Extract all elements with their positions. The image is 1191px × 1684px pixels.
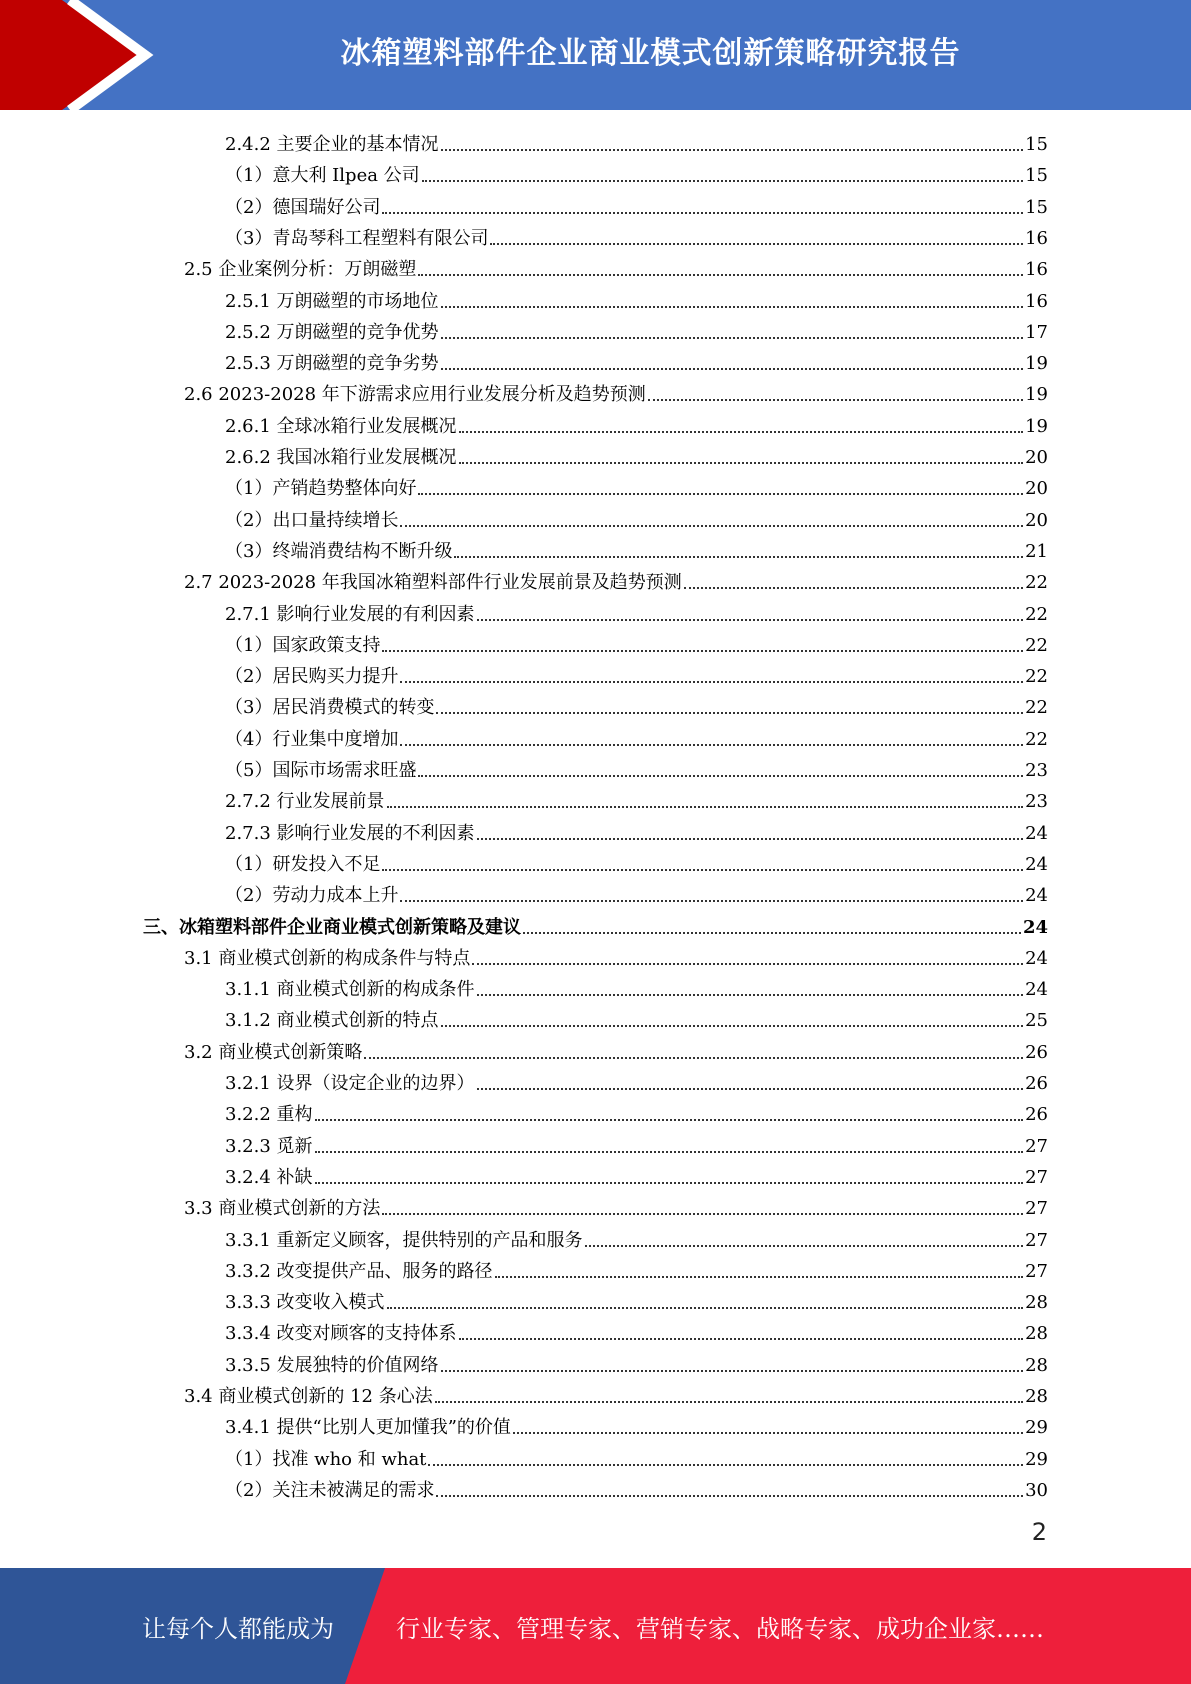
- footer-slogan-left: 让每个人都能成为: [142, 1614, 334, 1643]
- toc-leader-dots: [441, 337, 1024, 339]
- toc-entry-label: （1）找准 who 和 what: [225, 1448, 427, 1470]
- toc-entry-label: 3.1.1 商业模式创新的构成条件: [225, 979, 475, 1001]
- toc-leader-dots: [459, 1338, 1024, 1340]
- toc-entry-label: （2）居民购买力提升: [225, 666, 399, 688]
- toc-entry-page: 26: [1025, 1073, 1048, 1094]
- toc-leader-dots: [387, 806, 1024, 808]
- toc-entry-page: 23: [1025, 791, 1048, 813]
- toc-entry-label: （1）国家政策支持: [225, 634, 381, 656]
- toc-entry-label: 3.3.3 改变收入模式: [225, 1292, 385, 1314]
- toc-entry[interactable]: [225, 220, 1048, 250]
- toc-entry-label: 3.2.1 设界（设定企业的边界）: [225, 1073, 475, 1094]
- toc-entry-page: 24: [1025, 885, 1048, 907]
- page-header: [0, 0, 1191, 110]
- toc-entry-page: 24: [1022, 916, 1048, 938]
- toc-entry[interactable]: [225, 1159, 1048, 1189]
- toc-entry-page: 19: [1025, 384, 1048, 406]
- document-title: 冰箱塑料部件企业商业模式创新策略研究报告: [340, 36, 961, 71]
- toc-leader-dots: [490, 243, 1023, 245]
- toc-entry-page: 20: [1025, 447, 1048, 468]
- toc-entry[interactable]: [225, 627, 1048, 657]
- toc-entry-label: （2）出口量持续增长: [225, 509, 399, 531]
- toc-leader-dots: [382, 650, 1023, 652]
- toc-entry[interactable]: [225, 971, 1048, 1001]
- toc-entry-page: 28: [1025, 1292, 1048, 1314]
- toc-entry-page: 21: [1025, 540, 1048, 562]
- toc-entry-label: （2）劳动力成本上升: [225, 885, 399, 907]
- toc-entry-label: （1）意大利 Ilpea 公司: [225, 165, 420, 187]
- toc-entry-page: 20: [1025, 478, 1048, 500]
- toc-entry-label: 3.2 商业模式创新策略: [184, 1041, 363, 1063]
- toc-entry-label: （2）关注未被满足的需求: [225, 1479, 435, 1501]
- toc-leader-dots: [418, 775, 1023, 777]
- toc-entry-page: 22: [1025, 728, 1048, 750]
- header-arrow-decoration: [0, 0, 160, 110]
- toc-entry-page: 29: [1025, 1417, 1048, 1439]
- toc-entry[interactable]: [225, 1315, 1048, 1345]
- toc-entry-label: 3.3.5 发展独特的价值网络: [225, 1354, 439, 1376]
- toc-entry-page: 25: [1025, 1010, 1048, 1032]
- toc-entry[interactable]: [225, 1065, 1048, 1095]
- toc-entry-label: 2.7.2 行业发展前景: [225, 791, 385, 813]
- toc-leader-dots: [422, 180, 1023, 182]
- footer-slogan-right: 行业专家、管理专家、营销专家、战略专家、成功企业家……: [396, 1614, 1044, 1643]
- toc-leader-dots: [400, 900, 1023, 902]
- toc-entry-label: 三、冰箱塑料部件企业商业模式创新策略及建议: [143, 916, 521, 938]
- toc-entry-label: 3.1.2 商业模式创新的特点: [225, 1010, 439, 1032]
- toc-entry-page: 27: [1025, 1260, 1048, 1282]
- toc-entry-page: 24: [1025, 947, 1048, 969]
- toc-entry-label: 2.5 企业案例分析：万朗磁塑: [184, 259, 417, 281]
- toc-entry-page: 27: [1025, 1166, 1048, 1188]
- toc-entry-label: 3.3.2 改变提供产品、服务的路径: [225, 1260, 493, 1282]
- toc-entry[interactable]: [225, 189, 1048, 219]
- toc-leader-dots: [459, 431, 1024, 433]
- toc-entry-label: 2.6 2023-2028 年下游需求应用行业发展分析及趋势预测: [184, 384, 646, 406]
- toc-entry-page: 30: [1025, 1479, 1048, 1501]
- toc-leader-dots: [441, 1025, 1024, 1027]
- toc-entry-label: 2.7.3 影响行业发展的不利因素: [225, 822, 475, 844]
- toc-entry[interactable]: [225, 1284, 1048, 1314]
- toc-leader-dots: [472, 963, 1023, 965]
- toc-leader-dots: [436, 1495, 1023, 1497]
- toc-entry[interactable]: [225, 439, 1048, 469]
- toc-entry-page: 16: [1025, 290, 1048, 312]
- toc-entry[interactable]: [225, 1002, 1048, 1032]
- toc-entry[interactable]: [225, 157, 1048, 187]
- toc-entry-label: 3.1 商业模式创新的构成条件与特点: [184, 947, 471, 969]
- toc-entry-label: 3.2.2 重构: [225, 1104, 313, 1126]
- toc-entry[interactable]: [225, 1253, 1048, 1283]
- toc-leader-dots: [585, 1245, 1024, 1247]
- toc-leader-dots: [495, 1276, 1024, 1278]
- toc-entry-label: （2）德国瑞好公司: [225, 196, 381, 218]
- toc-entry[interactable]: [225, 721, 1048, 751]
- toc-leader-dots: [418, 274, 1023, 276]
- toc-entry[interactable]: [225, 502, 1048, 532]
- toc-entry[interactable]: [225, 126, 1048, 156]
- toc-entry-label: 3.3.1 重新定义顾客，提供特别的产品和服务: [225, 1229, 583, 1251]
- toc-entry-label: 2.4.2 主要企业的基本情况: [225, 134, 439, 155]
- toc-entry-label: 2.5.3 万朗磁塑的竞争劣势: [225, 353, 439, 375]
- toc-entry-page: 16: [1025, 259, 1048, 281]
- toc-leader-dots: [315, 1119, 1024, 1121]
- toc-entry[interactable]: [225, 846, 1048, 876]
- toc-entry-label: 2.5.2 万朗磁塑的竞争优势: [225, 321, 439, 343]
- toc-entry[interactable]: [184, 1034, 1048, 1064]
- toc-entry[interactable]: [225, 783, 1048, 813]
- toc-entry-label: 3.4 商业模式创新的 12 条心法: [184, 1386, 433, 1407]
- toc-leader-dots: [441, 149, 1024, 151]
- toc-entry-label: （4）行业集中度增加: [225, 728, 399, 750]
- toc-leader-dots: [477, 838, 1024, 840]
- toc-leader-dots: [477, 1088, 1024, 1090]
- toc-leader-dots: [315, 1151, 1024, 1153]
- toc-entry-page: 22: [1025, 666, 1048, 688]
- toc-leader-dots: [523, 932, 1021, 934]
- toc-leader-dots: [435, 1401, 1023, 1403]
- toc-entry-page: 22: [1025, 603, 1048, 625]
- toc-entry-page: 22: [1025, 634, 1048, 656]
- toc-entry-label: （5）国际市场需求旺盛: [225, 760, 417, 781]
- toc-leader-dots: [459, 462, 1024, 464]
- toc-entry[interactable]: [225, 283, 1048, 313]
- toc-entry[interactable]: [225, 658, 1048, 688]
- toc-entry-label: 3.2.3 觅新: [225, 1135, 313, 1157]
- toc-entry-page: 27: [1025, 1198, 1048, 1220]
- toc-entry-page: 24: [1025, 853, 1048, 875]
- toc-leader-dots: [513, 1432, 1023, 1434]
- toc-entry[interactable]: [225, 345, 1048, 375]
- toc-leader-dots: [477, 619, 1024, 621]
- toc-entry-page: 24: [1025, 979, 1048, 1001]
- toc-entry-label: （3）居民消费模式的转变: [225, 697, 435, 719]
- toc-entry[interactable]: [143, 909, 1048, 939]
- toc-entry-page: 26: [1025, 1041, 1048, 1063]
- toc-entry-page: 28: [1025, 1354, 1048, 1376]
- toc-leader-dots: [441, 306, 1024, 308]
- toc-entry-page: 16: [1025, 227, 1048, 249]
- toc-entry[interactable]: [184, 1378, 1048, 1408]
- toc-leader-dots: [441, 368, 1024, 370]
- toc-entry[interactable]: [225, 1128, 1048, 1158]
- toc-entry-page: 20: [1025, 509, 1048, 531]
- toc-entry-page: 28: [1025, 1323, 1048, 1345]
- toc-entry[interactable]: [225, 1222, 1048, 1252]
- toc-entry-label: 2.7.1 影响行业发展的有利因素: [225, 603, 475, 625]
- toc-leader-dots: [454, 556, 1023, 558]
- toc-leader-dots: [684, 587, 1023, 589]
- toc-leader-dots: [648, 399, 1023, 401]
- toc-leader-dots: [436, 712, 1023, 714]
- page-number: 2: [1031, 1518, 1047, 1546]
- toc-entry[interactable]: [225, 752, 1048, 782]
- toc-entry-label: 2.6.2 我国冰箱行业发展概况: [225, 447, 457, 468]
- toc-entry-page: 29: [1025, 1448, 1048, 1470]
- toc-entry[interactable]: [225, 1472, 1048, 1502]
- toc-entry-page: 15: [1025, 196, 1048, 218]
- toc-entry[interactable]: [225, 314, 1048, 344]
- toc-entry[interactable]: [225, 408, 1048, 438]
- toc-entry[interactable]: [225, 1096, 1048, 1126]
- toc-entry-page: 22: [1025, 572, 1048, 594]
- toc-entry-page: 27: [1025, 1229, 1048, 1251]
- toc-entry[interactable]: [225, 1347, 1048, 1377]
- toc-leader-dots: [428, 1464, 1023, 1466]
- toc-entry-page: 23: [1025, 760, 1048, 781]
- toc-entry[interactable]: [225, 689, 1048, 719]
- toc-leader-dots: [387, 1307, 1024, 1309]
- toc-entry-label: （1）产销趋势整体向好: [225, 478, 417, 500]
- toc-entry-page: 19: [1025, 415, 1048, 437]
- toc-leader-dots: [382, 1213, 1023, 1215]
- toc-entry[interactable]: [225, 1441, 1048, 1471]
- toc-entry-page: 15: [1025, 134, 1048, 155]
- toc-leader-dots: [382, 212, 1023, 214]
- toc-entry[interactable]: [225, 533, 1048, 563]
- toc-entry[interactable]: [184, 940, 1048, 970]
- toc-entry[interactable]: [225, 1409, 1048, 1439]
- toc-leader-dots: [364, 1057, 1023, 1059]
- toc-entry-label: 3.3.4 改变对顾客的支持体系: [225, 1323, 457, 1345]
- toc-entry[interactable]: [184, 564, 1048, 594]
- toc-leader-dots: [400, 744, 1023, 746]
- toc-entry-page: 27: [1025, 1135, 1048, 1157]
- toc-entry-label: （1）研发投入不足: [225, 853, 381, 875]
- toc-entry[interactable]: [184, 251, 1048, 281]
- toc-leader-dots: [382, 869, 1023, 871]
- toc-entry-page: 26: [1025, 1104, 1048, 1126]
- toc-entry-page: 19: [1025, 353, 1048, 375]
- toc-entry[interactable]: [225, 596, 1048, 626]
- toc-entry-label: 2.5.1 万朗磁塑的市场地位: [225, 290, 439, 312]
- toc-leader-dots: [418, 493, 1023, 495]
- toc-entry-label: 3.3 商业模式创新的方法: [184, 1198, 381, 1220]
- toc-entry-label: 3.4.1 提供“比别人更加懂我”的价值: [225, 1417, 511, 1439]
- toc-leader-dots: [441, 1370, 1024, 1372]
- toc-entry-page: 15: [1025, 165, 1048, 187]
- toc-entry-label: （3）青岛琴科工程塑料有限公司: [225, 227, 489, 249]
- toc-entry[interactable]: [184, 376, 1048, 406]
- toc-entry[interactable]: [184, 1190, 1048, 1220]
- toc-entry-page: 17: [1025, 321, 1048, 343]
- toc-entry-page: 22: [1025, 697, 1048, 719]
- toc-leader-dots: [477, 994, 1024, 996]
- toc-entry[interactable]: [225, 815, 1048, 845]
- toc-entry-label: （3）终端消费结构不断升级: [225, 540, 453, 562]
- toc-leader-dots: [400, 681, 1023, 683]
- toc-entry[interactable]: [225, 877, 1048, 907]
- toc-entry-label: 3.2.4 补缺: [225, 1166, 313, 1188]
- toc-entry-page: 28: [1025, 1386, 1048, 1407]
- toc-leader-dots: [400, 525, 1023, 527]
- toc-entry-label: 2.7 2023-2028 年我国冰箱塑料部件行业发展前景及趋势预测: [184, 572, 682, 594]
- toc-entry-page: 24: [1025, 822, 1048, 844]
- toc-entry[interactable]: [225, 470, 1048, 500]
- toc-leader-dots: [315, 1182, 1024, 1184]
- toc-entry-label: 2.6.1 全球冰箱行业发展概况: [225, 415, 457, 437]
- page-footer: [0, 1568, 1191, 1684]
